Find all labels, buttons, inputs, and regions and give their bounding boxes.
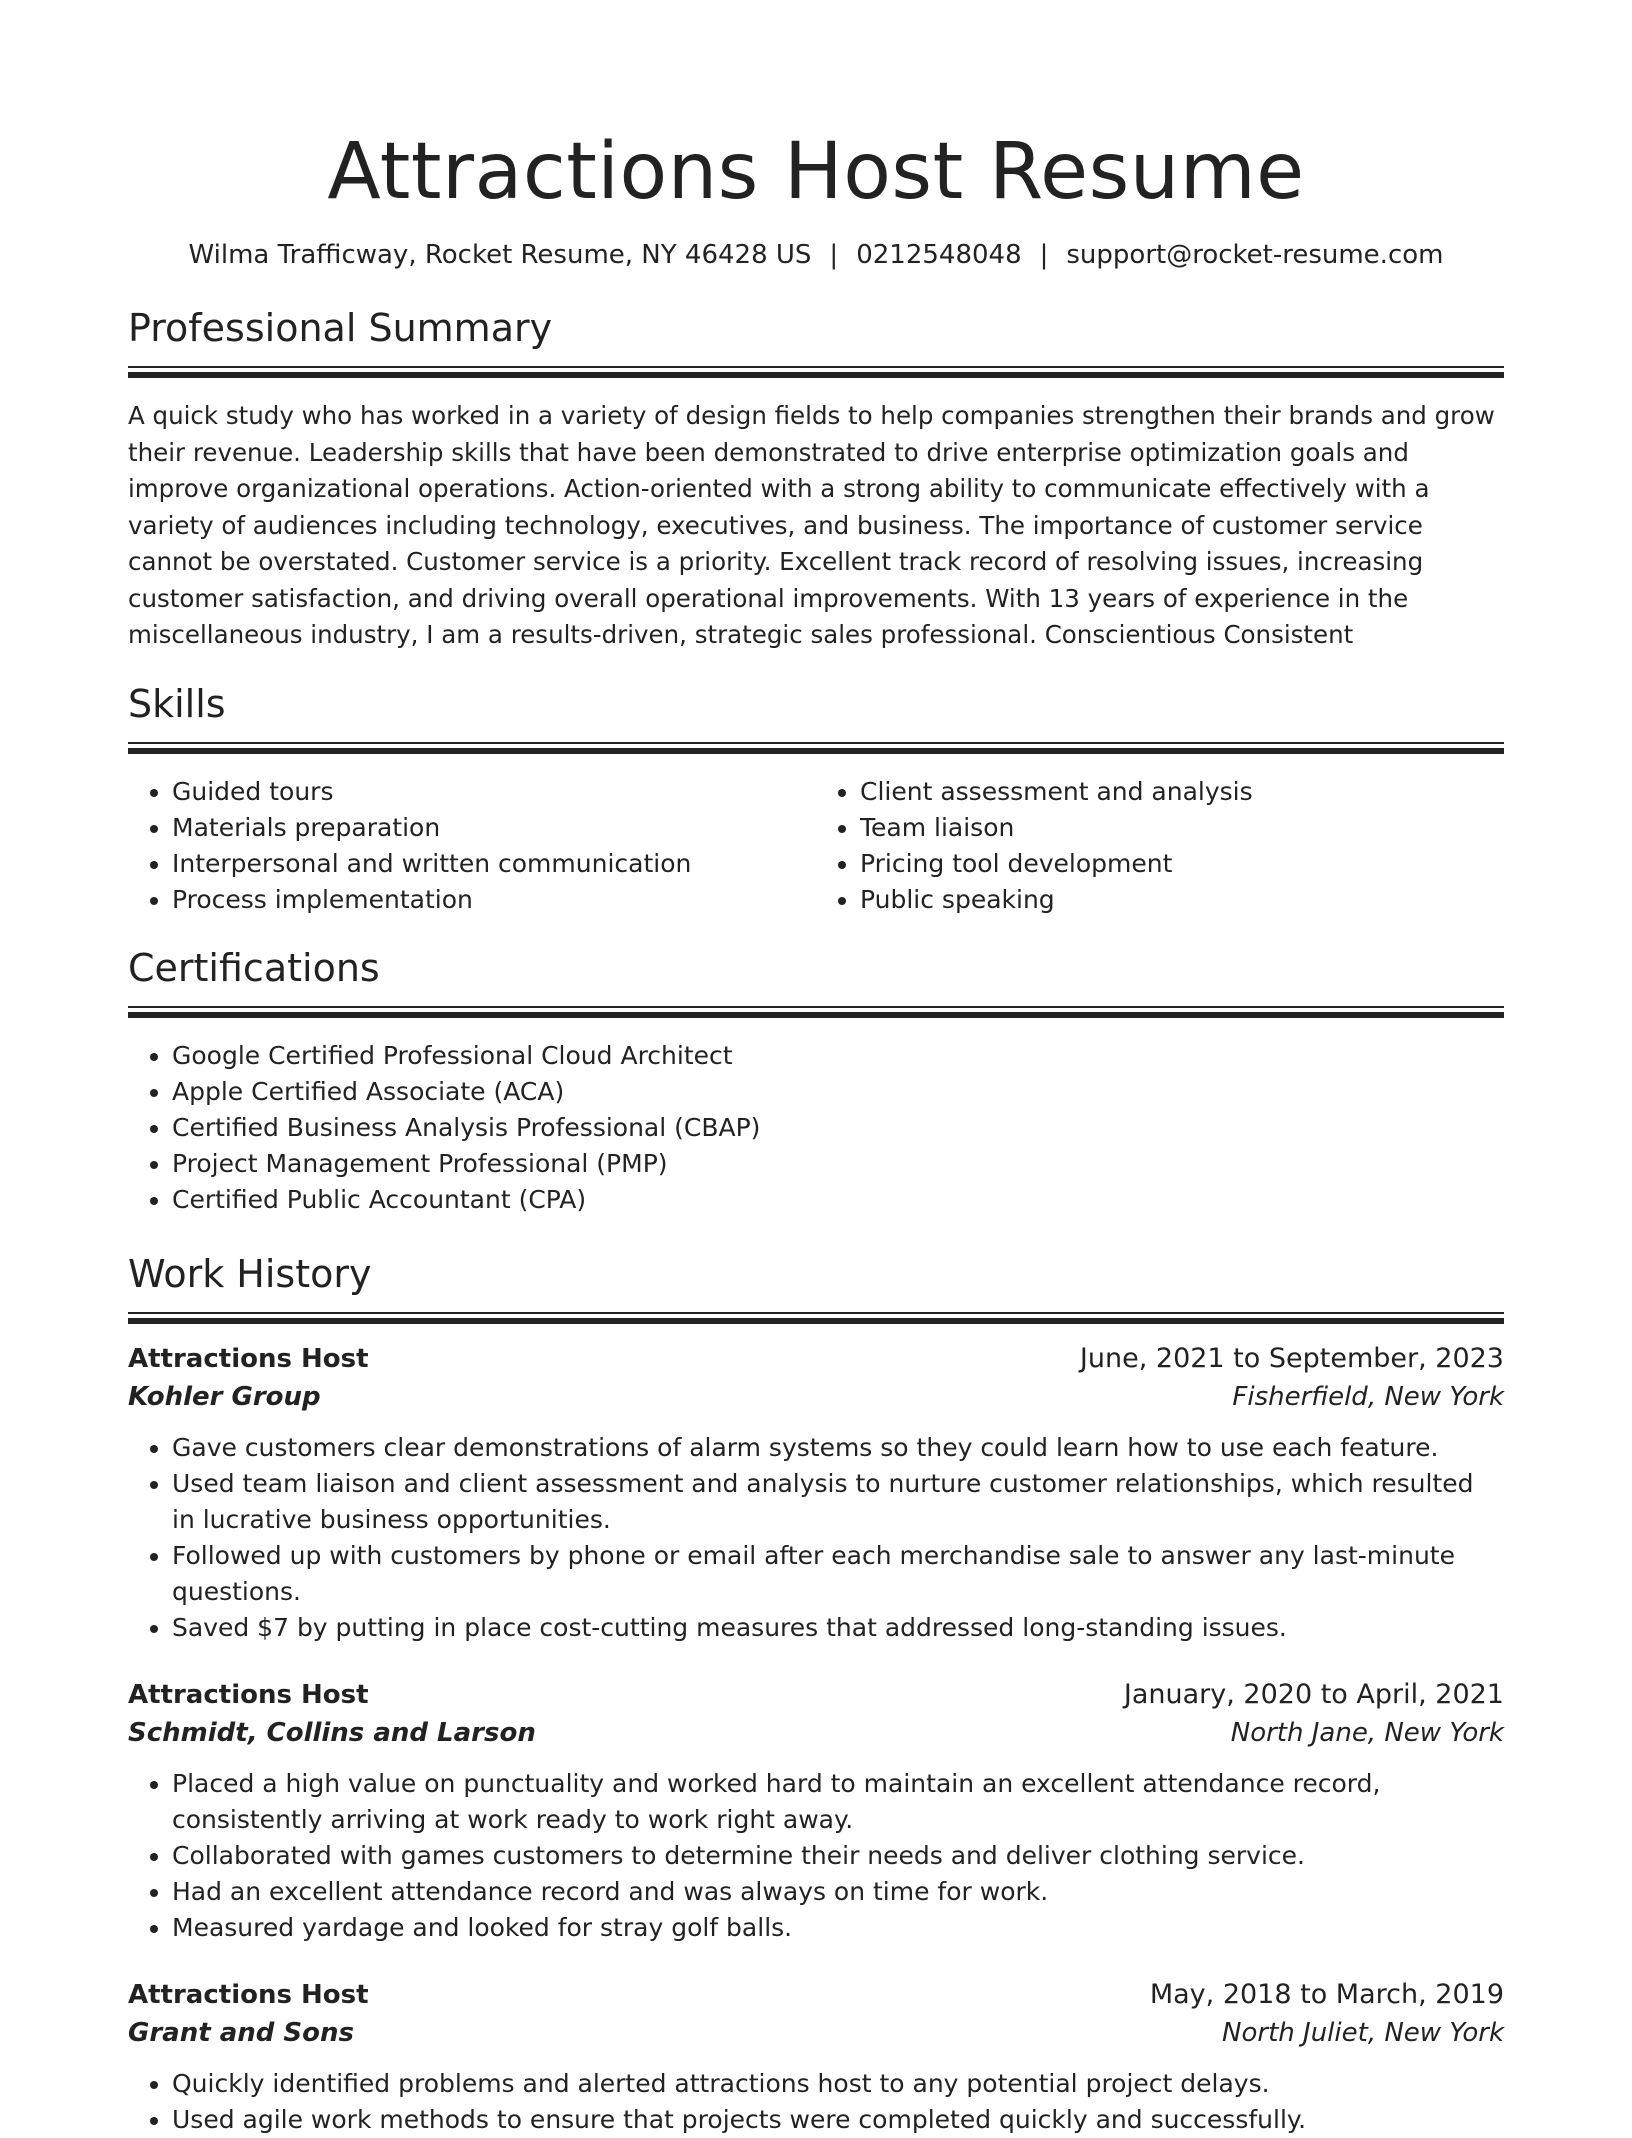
job-location: North Juliet, New York [1222, 2017, 1504, 2048]
job-bullet: • Used team liaison and client assessment and analysis to nurture customer relationships, which resulted in lucrative business opportunities. [172, 1466, 1504, 1538]
job-subheader [128, 2014, 1504, 2052]
skill-item: • Client assessment and analysis [860, 774, 1504, 810]
contact-address: Wilma Trafficway, Rocket Resume, NY 46428 US [188, 240, 812, 270]
skills-grid [128, 774, 1504, 918]
job-company: Schmidt, Collins and Larson [128, 1717, 536, 1748]
job-bullets [128, 2066, 1504, 2138]
skill-item: • Interpersonal and written communication [172, 846, 816, 882]
job-dates: May, 2018 to March, 2019 [1149, 1978, 1504, 2010]
skills-list-left [128, 774, 816, 918]
summary-section [128, 304, 1504, 654]
section-heading-certifications: Certifications [128, 945, 380, 990]
job-header [128, 1340, 1504, 1378]
job-title: Attractions Host [128, 1343, 369, 1374]
section-divider [128, 742, 1504, 754]
contact-line [128, 238, 1504, 272]
summary-text: A quick study who has worked in a variety of design fields to help companies strengthen their brands and grow their revenue. Leadership skills that have been demonstrated to drive enterprise optimization goals and improve organizational operations. Action-oriented with a strong ability to communicate effectively with a variety of audiences including technology, executives, and business. The importance of customer service cannot be overstated. Customer service is a priority. Excellent track record of resolving issues, increasing customer satisfaction, and driving overall operational improvements. With 13 years of experience in the miscellaneous industry, I am a results-driven, strategic sales professional. Conscientious Consistent [128, 401, 1495, 649]
job-company: Grant and Sons [128, 2017, 354, 2048]
certification-item: • Apple Certified Associate (ACA) [172, 1074, 1504, 1110]
job-header [128, 1976, 1504, 2014]
skill-item: • Public speaking [860, 882, 1504, 918]
section-heading-skills: Skills [128, 681, 226, 726]
job-bullet: • Used agile work methods to ensure that projects were completed quickly and successfully. [172, 2102, 1504, 2138]
skill-item: • Materials preparation [172, 810, 816, 846]
section-heading-summary: Professional Summary [128, 306, 553, 350]
job-bullet: • Followed up with customers by phone or email after each merchandise sale to answer any last-minute questions. [172, 1538, 1504, 1610]
job-title: Attractions Host [128, 1979, 369, 2010]
contact-email: support@rocket-resume.com [1066, 240, 1444, 270]
certification-item: • Project Management Professional (PMP) [172, 1146, 1504, 1182]
job-dates: June, 2021 to September, 2023 [1079, 1342, 1504, 1374]
job-bullet: • Quickly identified problems and alerted attractions host to any potential project delays. [172, 2066, 1504, 2102]
skill-item: • Team liaison [860, 810, 1504, 846]
job-bullet: • Had an excellent attendance record and was always on time for work. [172, 1874, 1504, 1910]
contact-separator: | [829, 240, 839, 270]
job-bullet: • Saved $7 by putting in place cost-cutting measures that addressed long-standing issues. [172, 1610, 1504, 1646]
job-entry [128, 1976, 1504, 2138]
certification-item: • Certified Business Analysis Professional (CBAP) [172, 1110, 1504, 1146]
job-subheader [128, 1378, 1504, 1416]
certification-item: • Google Certified Professional Cloud Architect [172, 1038, 1504, 1074]
work-history-section [128, 1250, 1504, 2138]
certifications-section [128, 944, 1504, 1218]
certification-item: • Certified Public Accountant (CPA) [172, 1182, 1504, 1218]
job-subheader [128, 1714, 1504, 1752]
section-divider [128, 366, 1504, 378]
contact-phone: 0212548048 [856, 240, 1022, 270]
contact-separator: | [1039, 240, 1049, 270]
skill-item: • Guided tours [172, 774, 816, 810]
skill-item: • Process implementation [172, 882, 816, 918]
skill-item: • Pricing tool development [860, 846, 1504, 882]
job-bullet: • Gave customers clear demonstrations of alarm systems so they could learn how to use each feature. [172, 1430, 1504, 1466]
skills-section [128, 680, 1504, 918]
job-header [128, 1676, 1504, 1714]
job-bullets [128, 1766, 1504, 1946]
job-entry [128, 1676, 1504, 1946]
section-heading-work-history: Work History [128, 1251, 372, 1296]
job-bullet: • Collaborated with games customers to determine their needs and deliver clothing service. [172, 1838, 1504, 1874]
job-dates: January, 2020 to April, 2021 [1123, 1678, 1504, 1710]
skills-list-right [816, 774, 1504, 918]
job-location: Fisherfield, New York [1232, 1381, 1504, 1412]
job-location: North Jane, New York [1230, 1717, 1504, 1748]
job-company: Kohler Group [128, 1381, 321, 1412]
section-divider [128, 1312, 1504, 1324]
job-entry [128, 1340, 1504, 1646]
job-bullet: • Measured yardage and looked for stray golf balls. [172, 1910, 1504, 1946]
job-bullet: • Placed a high value on punctuality and worked hard to maintain an excellent attendance record, consistently arriving at work ready to work right away. [172, 1766, 1504, 1838]
certifications-list [128, 1038, 1504, 1218]
page-title: Attractions Host Resume [327, 127, 1305, 217]
job-bullets [128, 1430, 1504, 1646]
job-title: Attractions Host [128, 1679, 369, 1710]
section-divider [128, 1006, 1504, 1018]
